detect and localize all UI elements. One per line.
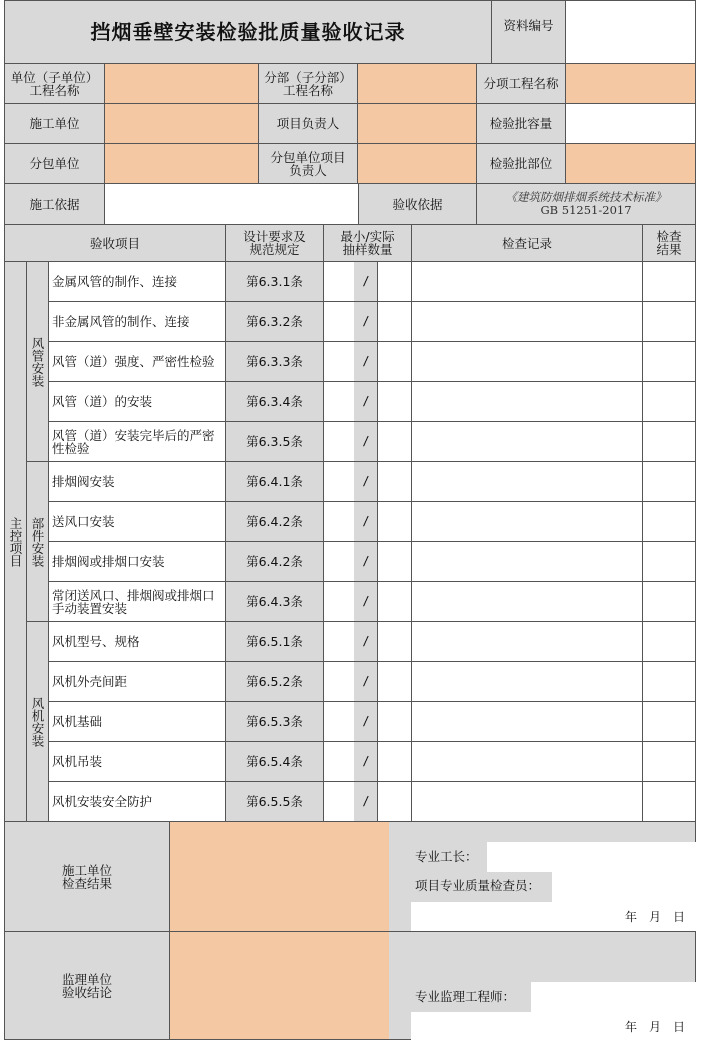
actual-sample-field[interactable] xyxy=(377,301,412,342)
item-name: 风机吊装 xyxy=(48,741,226,782)
contractor-sign-area xyxy=(389,821,696,932)
item-name: 风管（道）的安装 xyxy=(48,381,226,422)
construction-basis-field[interactable] xyxy=(104,183,359,225)
sample-separator: / xyxy=(354,541,378,582)
col-header-record: 检查记录 xyxy=(411,224,643,262)
contractor-field[interactable] xyxy=(104,103,259,144)
acceptance-record-sheet xyxy=(4,0,696,1040)
sample-separator: / xyxy=(354,421,378,462)
engineer-field[interactable] xyxy=(531,982,696,1012)
subcontractor-label: 分包单位 xyxy=(4,143,105,184)
batch-location-label: 检验批部位 xyxy=(476,143,566,184)
sample-separator: / xyxy=(354,461,378,502)
foreman-label: 专业工长： xyxy=(415,849,478,864)
contractor-result-text: 施工单位检查结果 xyxy=(61,862,112,891)
supervisor-result-field[interactable] xyxy=(170,931,389,1040)
col-header-design: 设计要求及规范规定 xyxy=(225,224,324,262)
check-result-field[interactable] xyxy=(642,421,696,462)
check-result-field[interactable] xyxy=(642,701,696,742)
actual-sample-field[interactable] xyxy=(377,581,412,622)
sample-separator: / xyxy=(354,381,378,422)
division-name-label: 分部（子分部）工程名称 xyxy=(258,63,358,104)
acceptance-standard xyxy=(476,183,696,225)
supervisor-date: 年 月 日 xyxy=(625,1020,686,1034)
doc-no-label: 资料编号 xyxy=(491,0,566,64)
check-result-field[interactable] xyxy=(642,741,696,782)
min-sample-field[interactable] xyxy=(323,301,355,342)
subcontractor-field[interactable] xyxy=(104,143,259,184)
min-sample-field[interactable] xyxy=(323,421,355,462)
item-clause: 第6.5.4条 xyxy=(225,741,324,782)
sample-separator: / xyxy=(354,581,378,622)
sample-separator: / xyxy=(354,501,378,542)
item-clause: 第6.3.2条 xyxy=(225,301,324,342)
item-name: 送风口安装 xyxy=(48,501,226,542)
check-record-field[interactable] xyxy=(411,701,643,742)
unit-name-label: 单位（子单位）工程名称 xyxy=(4,63,105,104)
item-clause: 第6.4.2条 xyxy=(225,501,324,542)
construction-basis-label: 施工依据 xyxy=(4,183,105,225)
sample-separator: / xyxy=(354,741,378,782)
sample-separator: / xyxy=(354,781,378,822)
unit-name-field[interactable] xyxy=(104,63,259,104)
division-name-field[interactable] xyxy=(357,63,477,104)
min-sample-field[interactable] xyxy=(323,381,355,422)
item-name: 排烟阀或排烟口安装 xyxy=(48,541,226,582)
batch-capacity-label: 检验批容量 xyxy=(476,103,566,144)
check-record-field[interactable] xyxy=(411,421,643,462)
engineer-label: 专业监理工程师： xyxy=(415,989,516,1004)
foreman-field[interactable] xyxy=(487,842,696,872)
item-name: 风管（道）安装完毕后的严密性检验 xyxy=(48,421,226,462)
actual-sample-field[interactable] xyxy=(377,701,412,742)
min-sample-field[interactable] xyxy=(323,581,355,622)
item-name: 风机基础 xyxy=(48,701,226,742)
check-record-field[interactable] xyxy=(411,781,643,822)
actual-sample-field[interactable] xyxy=(377,421,412,462)
main-control-label xyxy=(4,261,27,822)
actual-sample-field[interactable] xyxy=(377,621,412,662)
group-label-text: 风机安装 xyxy=(30,696,45,747)
standard-code: GB 51251-2017 xyxy=(540,203,632,217)
inspector-label: 项目专业质量检查员： xyxy=(415,878,541,893)
actual-sample-field[interactable] xyxy=(377,781,412,822)
check-record-field[interactable] xyxy=(411,581,643,622)
item-clause: 第6.5.5条 xyxy=(225,781,324,822)
min-sample-field[interactable] xyxy=(323,621,355,662)
check-result-field[interactable] xyxy=(642,301,696,342)
subitem-name-label: 分项工程名称 xyxy=(476,63,566,104)
item-name: 常闭送风口、排烟阀或排烟口手动装置安装 xyxy=(48,581,226,622)
sample-separator: / xyxy=(354,261,378,302)
check-result-field[interactable] xyxy=(642,261,696,302)
check-result-field[interactable] xyxy=(642,341,696,382)
doc-no-field[interactable] xyxy=(565,0,696,64)
col-header-result: 检查结果 xyxy=(642,224,696,262)
contractor-date: 年 月 日 xyxy=(625,910,686,924)
supervisor-result-label xyxy=(4,931,170,1040)
item-name: 风机安装安全防护 xyxy=(48,781,226,822)
check-record-field[interactable] xyxy=(411,661,643,702)
item-clause: 第6.3.5条 xyxy=(225,421,324,462)
sample-separator: / xyxy=(354,341,378,382)
check-record-field[interactable] xyxy=(411,741,643,782)
check-result-field[interactable] xyxy=(642,661,696,702)
min-sample-field[interactable] xyxy=(323,261,355,302)
sample-separator: / xyxy=(354,621,378,662)
sub-pm-field[interactable] xyxy=(357,143,477,184)
sample-separator: / xyxy=(354,701,378,742)
subitem-name-field[interactable] xyxy=(565,63,696,104)
supervisor-result-text: 监理单位验收结论 xyxy=(61,971,112,1000)
batch-location-field[interactable] xyxy=(565,143,696,184)
min-sample-field[interactable] xyxy=(323,661,355,702)
sample-separator: / xyxy=(354,301,378,342)
sample-separator: / xyxy=(354,661,378,702)
item-clause: 第6.4.1条 xyxy=(225,461,324,502)
actual-sample-field[interactable] xyxy=(377,461,412,502)
item-clause: 第6.5.1条 xyxy=(225,621,324,662)
contractor-result-label xyxy=(4,821,170,932)
project-manager-label: 项目负责人 xyxy=(258,103,358,144)
check-result-field[interactable] xyxy=(642,461,696,502)
sub-pm-label: 分包单位项目负责人 xyxy=(258,143,358,184)
contractor-label: 施工单位 xyxy=(4,103,105,144)
supervisor-sign-area xyxy=(389,931,696,1040)
item-clause: 第6.4.3条 xyxy=(225,581,324,622)
actual-sample-field[interactable] xyxy=(377,501,412,542)
check-result-field[interactable] xyxy=(642,501,696,542)
actual-sample-field[interactable] xyxy=(377,261,412,302)
item-clause: 第6.5.3条 xyxy=(225,701,324,742)
item-clause: 第6.3.4条 xyxy=(225,381,324,422)
min-sample-field[interactable] xyxy=(323,781,355,822)
check-record-field[interactable] xyxy=(411,301,643,342)
contractor-result-field[interactable] xyxy=(170,821,389,932)
min-sample-field[interactable] xyxy=(323,701,355,742)
project-manager-field[interactable] xyxy=(357,103,477,144)
inspector-field[interactable] xyxy=(552,872,696,902)
actual-sample-field[interactable] xyxy=(377,741,412,782)
check-record-field[interactable] xyxy=(411,261,643,302)
group-label-text: 风管安装 xyxy=(30,336,45,387)
check-record-field[interactable] xyxy=(411,621,643,662)
item-name: 非金属风管的制作、连接 xyxy=(48,301,226,342)
item-clause: 第6.3.1条 xyxy=(225,261,324,302)
check-record-field[interactable] xyxy=(411,541,643,582)
batch-capacity-field[interactable] xyxy=(565,103,696,144)
item-clause: 第6.5.2条 xyxy=(225,661,324,702)
group-label xyxy=(26,461,49,622)
min-sample-field[interactable] xyxy=(323,341,355,382)
standard-title: 《建筑防烟排烟系统技术标准》 xyxy=(505,190,667,204)
item-name: 风管（道）强度、严密性检验 xyxy=(48,341,226,382)
main-control-text: 主控项目 xyxy=(8,516,23,567)
item-clause: 第6.3.3条 xyxy=(225,341,324,382)
check-result-field[interactable] xyxy=(642,581,696,622)
actual-sample-field[interactable] xyxy=(377,381,412,422)
acceptance-basis-label: 验收依据 xyxy=(358,183,477,225)
page-title: 挡烟垂壁安装检验批质量验收记录 xyxy=(4,0,492,64)
item-clause: 第6.4.2条 xyxy=(225,541,324,582)
actual-sample-field[interactable] xyxy=(377,541,412,582)
col-header-sample: 最小/实际抽样数量 xyxy=(323,224,412,262)
group-label-text: 部件安装 xyxy=(30,516,45,567)
check-record-field[interactable] xyxy=(411,341,643,382)
min-sample-field[interactable] xyxy=(323,741,355,782)
check-result-field[interactable] xyxy=(642,621,696,662)
check-record-field[interactable] xyxy=(411,381,643,422)
check-record-field[interactable] xyxy=(411,501,643,542)
group-label xyxy=(26,621,49,822)
item-name: 风机型号、规格 xyxy=(48,621,226,662)
check-result-field[interactable] xyxy=(642,541,696,582)
actual-sample-field[interactable] xyxy=(377,341,412,382)
min-sample-field[interactable] xyxy=(323,501,355,542)
item-name: 风机外壳间距 xyxy=(48,661,226,702)
actual-sample-field[interactable] xyxy=(377,661,412,702)
check-record-field[interactable] xyxy=(411,461,643,502)
col-header-item: 验收项目 xyxy=(4,224,226,262)
check-result-field[interactable] xyxy=(642,781,696,822)
item-name: 金属风管的制作、连接 xyxy=(48,261,226,302)
min-sample-field[interactable] xyxy=(323,461,355,502)
item-name: 排烟阀安装 xyxy=(48,461,226,502)
min-sample-field[interactable] xyxy=(323,541,355,582)
group-label xyxy=(26,261,49,462)
check-result-field[interactable] xyxy=(642,381,696,422)
